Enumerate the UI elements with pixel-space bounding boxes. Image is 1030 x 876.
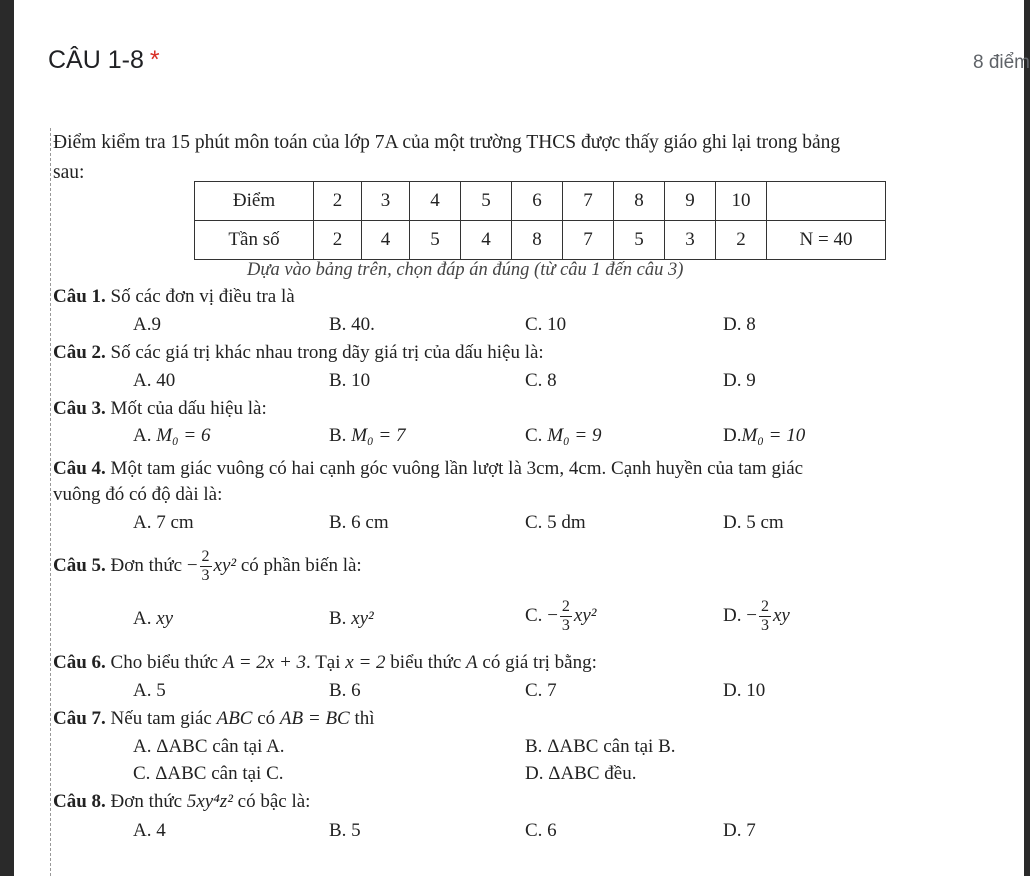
fraction bbox=[200, 548, 212, 585]
question-label: Câu 3. bbox=[53, 398, 106, 419]
table-cell: 5 bbox=[614, 221, 665, 260]
question-text: Nếu tam giác bbox=[110, 708, 212, 729]
table-cell: 7 bbox=[563, 221, 614, 260]
question-text: Cho biểu thức bbox=[110, 652, 218, 673]
option-value: xy bbox=[156, 608, 174, 629]
frequency-table bbox=[194, 181, 886, 260]
fraction-denominator: 3 bbox=[201, 567, 210, 584]
option-letter: C. bbox=[525, 604, 543, 626]
question-4-cont: vuông đó có độ dài là: bbox=[53, 484, 223, 505]
math-expression: A bbox=[466, 652, 478, 673]
q5-option-d bbox=[723, 598, 790, 635]
option-letter: D. bbox=[723, 425, 742, 446]
question-title bbox=[48, 46, 160, 75]
table-cell: 8 bbox=[614, 182, 665, 221]
option-value: xy bbox=[772, 604, 790, 626]
q6-option-c: C. 7 bbox=[525, 680, 557, 701]
option-letter: B. bbox=[329, 608, 347, 629]
option-letter: D. bbox=[525, 763, 544, 784]
option-value: ΔABC đều. bbox=[548, 763, 637, 784]
question-1 bbox=[53, 286, 295, 308]
option-letter: C. bbox=[525, 425, 543, 446]
q1-option-a: A.9 bbox=[133, 314, 161, 335]
q4-option-b: B. 6 cm bbox=[329, 512, 389, 533]
points-label: 8 điểm bbox=[972, 52, 1030, 73]
question-label: Câu 2. bbox=[53, 342, 106, 363]
table-cell: 4 bbox=[362, 221, 410, 260]
table-cell: 7 bbox=[563, 182, 614, 221]
fraction-numerator: 2 bbox=[760, 598, 769, 615]
question-label: Câu 8. bbox=[53, 791, 106, 812]
question-text: . Tại bbox=[306, 652, 341, 673]
question-image bbox=[50, 128, 1021, 876]
q5-option-b bbox=[329, 608, 374, 630]
question-text: biểu thức bbox=[390, 652, 462, 673]
question-text: Số các đơn vị điều tra là bbox=[110, 286, 295, 307]
option-letter: A. bbox=[133, 736, 152, 757]
fraction bbox=[759, 598, 771, 635]
table-row bbox=[195, 221, 886, 260]
question-text: có bậc là: bbox=[237, 791, 311, 812]
table-cell: 2 bbox=[314, 182, 362, 221]
question-text: Một tam giác vuông có hai cạnh góc vuông lần lượt là 3cm, 4cm. Cạnh huyền của tam giác bbox=[110, 458, 804, 479]
q1-option-b: B. 40. bbox=[329, 314, 375, 335]
question-label: Câu 1. bbox=[53, 286, 106, 307]
q3-option-d bbox=[723, 425, 805, 447]
table-cell: Điểm bbox=[195, 182, 314, 221]
option-letter: A. bbox=[133, 425, 152, 446]
option-value: M₀ = 10 bbox=[741, 425, 806, 446]
fraction-numerator: 2 bbox=[561, 598, 570, 615]
table-cell: 8 bbox=[512, 221, 563, 260]
table-row bbox=[195, 182, 886, 221]
option-letter: A. bbox=[133, 608, 152, 629]
table-cell: 4 bbox=[410, 182, 461, 221]
q8-option-d: D. 7 bbox=[723, 820, 756, 841]
option-value: ΔABC cân tại A. bbox=[156, 736, 285, 757]
math-expression: xy² bbox=[213, 554, 237, 576]
option-value: M₀ = 7 bbox=[351, 425, 406, 446]
question-label: Câu 4. bbox=[53, 458, 106, 479]
question-card bbox=[14, 0, 1030, 876]
question-text: Mốt của dấu hiệu là: bbox=[110, 398, 267, 419]
math-expression: 5xy⁴z² bbox=[186, 791, 233, 812]
table-cell: 10 bbox=[716, 182, 767, 221]
minus-sign: − bbox=[746, 604, 757, 626]
q3-option-b bbox=[329, 425, 405, 447]
q1-option-c: C. 10 bbox=[525, 314, 567, 335]
math-expression: AB = BC bbox=[279, 708, 350, 729]
fraction bbox=[560, 598, 572, 635]
option-letter: B. bbox=[329, 425, 347, 446]
table-cell: 5 bbox=[410, 221, 461, 260]
question-3 bbox=[53, 398, 267, 420]
option-value: ΔABC cân tại B. bbox=[547, 736, 676, 757]
q6-option-b: B. 6 bbox=[329, 680, 361, 701]
q4-option-a: A. 7 cm bbox=[133, 512, 194, 533]
q7-option-a bbox=[133, 736, 285, 758]
q7-option-d bbox=[525, 763, 636, 785]
math-expression: A = 2x + 3 bbox=[222, 652, 307, 673]
question-label: Câu 6. bbox=[53, 652, 106, 673]
q3-option-c bbox=[525, 425, 601, 447]
option-letter: B. bbox=[525, 736, 543, 757]
fraction-denominator: 3 bbox=[561, 617, 570, 634]
question-text: Số các giá trị khác nhau trong dãy giá trị của dấu hiệu là: bbox=[110, 342, 544, 363]
question-text: có phần biến là: bbox=[240, 554, 362, 576]
q4-option-c: C. 5 dm bbox=[525, 512, 586, 533]
question-5 bbox=[53, 548, 362, 585]
q6-option-d: D. 10 bbox=[723, 680, 766, 701]
question-4 bbox=[53, 458, 803, 480]
table-cell: 2 bbox=[314, 221, 362, 260]
question-title-text: CÂU 1-8 bbox=[48, 46, 144, 74]
table-cell: 6 bbox=[512, 182, 563, 221]
fraction-numerator: 2 bbox=[201, 548, 210, 565]
q8-option-c: C. 6 bbox=[525, 820, 557, 841]
table-caption: Dựa vào bảng trên, chọn đáp án đúng (từ câu 1 đến câu 3) bbox=[247, 260, 684, 280]
option-value: M₀ = 9 bbox=[547, 425, 602, 446]
question-2 bbox=[53, 342, 544, 364]
intro-line-2: sau: bbox=[53, 162, 85, 183]
q1-option-d: D. 8 bbox=[723, 314, 756, 335]
fraction-denominator: 3 bbox=[760, 617, 769, 634]
option-letter: D. bbox=[723, 604, 742, 626]
table-cell: 2 bbox=[716, 221, 767, 260]
option-value: ΔABC cân tại C. bbox=[155, 763, 284, 784]
minus-sign: − bbox=[186, 554, 198, 576]
question-text: thì bbox=[354, 708, 375, 729]
question-8 bbox=[53, 791, 310, 813]
math-expression: ABC bbox=[216, 708, 253, 729]
q5-option-c bbox=[525, 598, 596, 635]
q2-option-c: C. 8 bbox=[525, 370, 557, 391]
intro-line-1: Điểm kiểm tra 15 phút môn toán của lớp 7A của một trường THCS được thấy giáo ghi lại trong bảng bbox=[53, 132, 841, 153]
table-cell: 3 bbox=[362, 182, 410, 221]
table-cell: 5 bbox=[461, 182, 512, 221]
q6-option-a: A. 5 bbox=[133, 680, 166, 701]
q2-option-a: A. 40 bbox=[133, 370, 176, 391]
option-value: M₀ = 6 bbox=[156, 425, 211, 446]
question-text: có giá trị bằng: bbox=[482, 652, 597, 673]
q4-option-d: D. 5 cm bbox=[723, 512, 784, 533]
question-label: Câu 5. bbox=[53, 554, 106, 576]
option-value: xy² bbox=[573, 604, 597, 626]
table-cell: Tần số bbox=[195, 221, 314, 260]
q8-option-a: A. 4 bbox=[133, 820, 166, 841]
math-expression: x = 2 bbox=[345, 652, 386, 673]
table-cell: N = 40 bbox=[767, 221, 886, 260]
table-cell bbox=[767, 182, 886, 221]
q3-option-a bbox=[133, 425, 211, 447]
q7-option-c bbox=[133, 763, 284, 785]
table-cell: 9 bbox=[665, 182, 716, 221]
question-label: Câu 7. bbox=[53, 708, 106, 729]
q8-option-b: B. 5 bbox=[329, 820, 361, 841]
q7-option-b bbox=[525, 736, 676, 758]
question-text: Đơn thức bbox=[110, 791, 183, 812]
minus-sign: − bbox=[547, 604, 558, 626]
table-cell: 4 bbox=[461, 221, 512, 260]
question-text: có bbox=[257, 708, 276, 729]
table-cell: 3 bbox=[665, 221, 716, 260]
question-text: Đơn thức bbox=[110, 554, 183, 576]
q2-option-d: D. 9 bbox=[723, 370, 756, 391]
question-7 bbox=[53, 708, 375, 730]
question-6 bbox=[53, 652, 597, 674]
q2-option-b: B. 10 bbox=[329, 370, 371, 391]
option-value: xy² bbox=[351, 608, 374, 629]
option-letter: C. bbox=[133, 763, 151, 784]
q5-option-a bbox=[133, 608, 173, 630]
required-mark: * bbox=[149, 46, 160, 74]
